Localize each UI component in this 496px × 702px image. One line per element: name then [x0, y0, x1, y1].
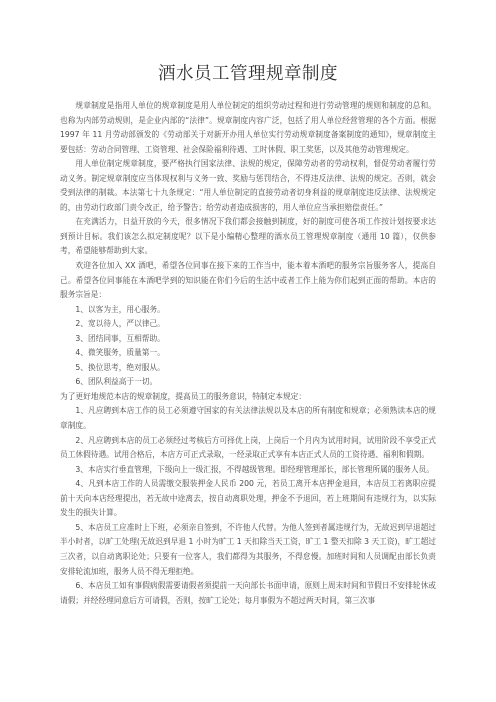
paragraph: 2、凡应聘到本店的员工必须经过考核后方可择优上岗，上岗后一个月内为试用时间，试用阶段不享受正式员工休假待遇。试用合格后，本店方可正式录取，一经录取正式享有本店正式人员的工资待遇、福利和假期。: [60, 435, 436, 460]
paragraph: 为了更好地规范本店的规章制度，提高员工的服务意识，特制定本规定：: [60, 391, 307, 401]
paragraph: 4、凡到本店工作的人员需缴交服装押金人民币 200 元，若员工离开本店押金退回，本店员工若离职应提前十天向本店经理提出，若无故中途离去，按自动离职处理，押金不予退回，若上班期间有违规行为，以实际发生的损失计算。: [60, 479, 436, 518]
paragraph: 用人单位制定规章制度，要严格执行国家法律、法规的规定，保障劳动者的劳动权利，督促劳动者履行劳动义务。制定规章制度应当体现权利与义务一致、奖励与惩罚结合，不得违反法律、法规的规定。否则，就会受到法律的制裁。本法第七十九条规定：“用人单位制定的直接劳动者切身利益的规章制度违反法律、法规规定的，由劳动行政部门责令改正，给予警告；给劳动者造成损害的，用人单位应当承担赔偿责任。”: [60, 159, 436, 212]
paragraph: 6、本店员工如有事假病假需要请假者须提前一天向部长书面申请，原则上周末时间和节假日不安排轮休或请假；并经经理同意后方可请假，否则，按旷工论处；每月事假为不超过两天时间，第三次事: [60, 581, 436, 605]
paragraph: 3、团结同事，互相帮助。: [75, 333, 165, 343]
paragraph: 5、换位思考，绝对服从。: [75, 362, 165, 372]
paragraph: 6、团队利益高于一切。: [75, 377, 158, 387]
paragraph: 5、本店员工应准时上下班，必须亲自签到，不许他人代替。为他人签到者属违规行为，无故迟到早退超过半小时者，以旷工处理(无故迟到早退 1 小时为旷工 1 天扣除当天工资，旷工 1 整天扣除 3 天工资)，旷工超过三次者，以自动离职论处；只要有一位客人，我们都得为其服务，不得怠慢。加班时间和人员调配由部长负责安排轮流加班，服务人员不得无理拒绝。: [60, 522, 436, 576]
paragraph: 4、微笑服务，质量第一。: [75, 348, 165, 358]
paragraph: 2、宽以待人，严以律己。: [75, 319, 165, 329]
paragraph: 在充满活力，日益开放的今天，很多情况下我们都会接触到制度，好的制度可使各项工作按计划按要求达到预计目标。我们该怎么拟定制度呢？以下是小编精心整理的酒水员工管理规章制度（通用 10 篇），仅供参考，希望能够帮助到大家。: [60, 217, 436, 256]
paragraph: 3、本店实行垂直管理，下级向上一级汇报，不得越级管理。即经理管理部长，部长管理所属的服务人员。: [75, 464, 434, 474]
paragraph: 规章制度是指用人单位的规章制度是用人单位制定的组织劳动过程和进行劳动管理的规则和制度的总和。也称为内部劳动规则，是企业内部的“法律”。规章制度内容广泛，包括了用人单位经营管理的各个方面。根据 1997 年 11 月劳动部颁发的《劳动部关于对新开办用人单位实行劳动规章制度备案制度的通知》，规章制度主要包括：劳动合同管理、工资管理、社会保险福利待遇、工时休假、职工奖惩，以及其他劳动管理规定。: [60, 101, 436, 154]
document-body: [60, 99, 436, 608]
paragraph: 欢迎各位加入 XX 酒吧，希望各位同事在接下来的工作当中，能本着本酒吧的服务宗旨服务客人，提高自己。希望各位同事能在本酒吧学到的知识能在你们今后的生活中或者工作上能为你们起到正面的帮助。本店的服务宗旨是：: [60, 261, 436, 300]
paragraph: 1、以客为主，用心服务。: [75, 304, 165, 314]
paragraph: 1、凡应聘到本店工作的员工必须遵守国家的有关法律法规以及本店的所有制度和规章；必须熟读本店的规章制度。: [60, 406, 436, 431]
document-title: 酒水员工管理规章制度: [158, 64, 338, 84]
